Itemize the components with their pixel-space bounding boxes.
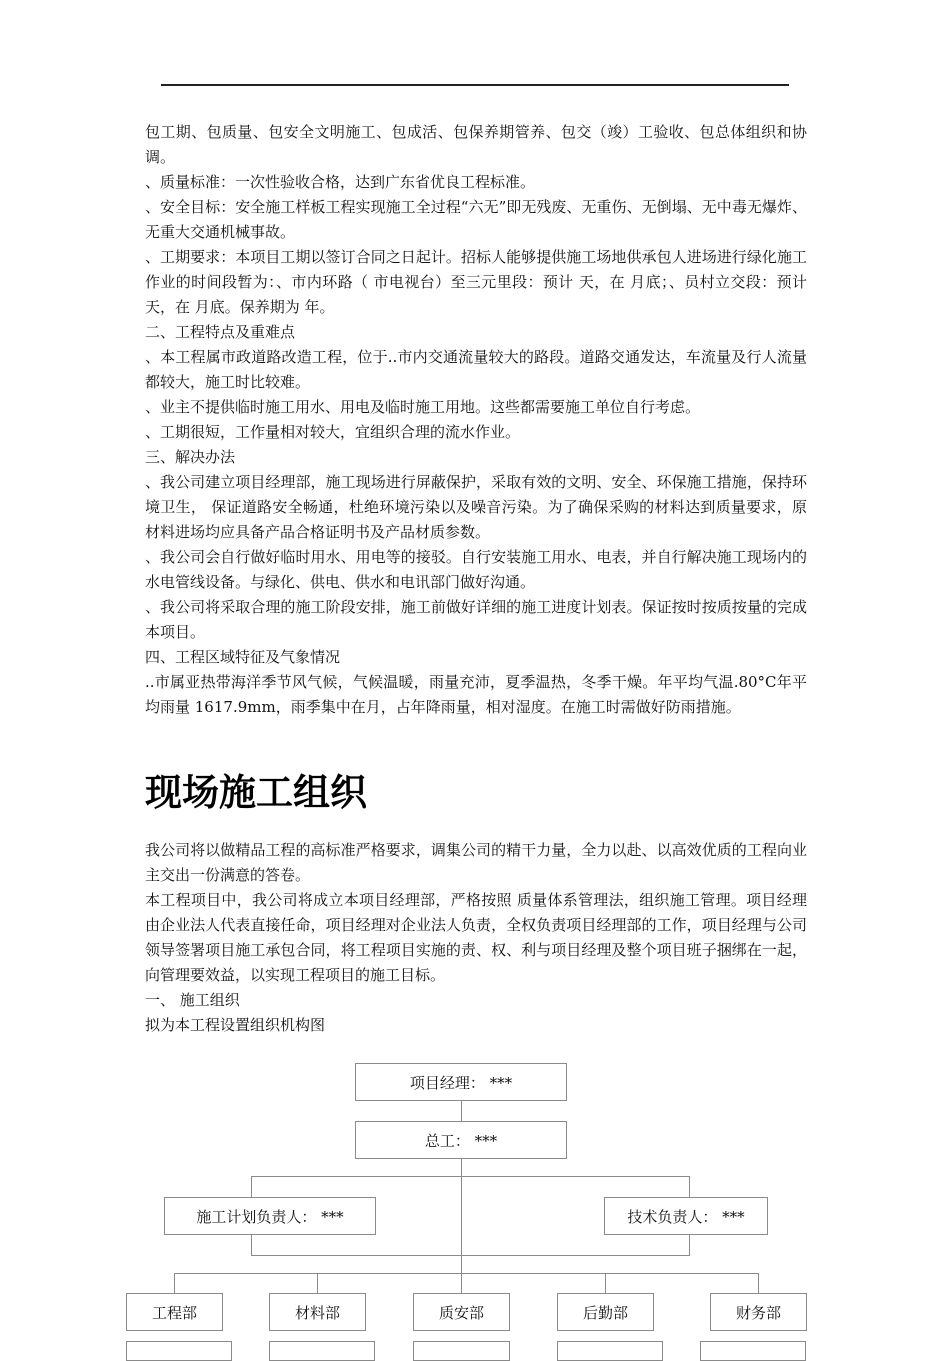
section-heading: 二、工程特点及重难点	[145, 323, 296, 341]
paragraph: 、工期要求：本项目工期以签订合同之日起计。招标人能够提供施工场地供承包人进场进行绿化施工作业的时间段暂为：、市内环路（ 市电视台）至三元里段：预计 天，在 月底；、员村立交段：预计 天，在 月底。保养期为 年。	[145, 248, 807, 316]
org-node-partial	[269, 1341, 375, 1361]
org-node-chief-engineer: 总工： ***	[355, 1121, 567, 1159]
paragraph: 、我公司将采取合理的施工阶段安排，施工前做好详细的施工进度计划表。保证按时按质按量的完成本项目。	[145, 598, 807, 641]
connector-line	[605, 1273, 606, 1293]
section-heading: 四、工程区域特征及气象情况	[145, 648, 341, 666]
paragraph: 本工程项目中，我公司将成立本项目经理部，严格按照 质量体系管理法，组织施工管理。项目经理由企业法人代表直接任命，项目经理对企业法人负责，全权负责项目经理部的工作，项目经理与公司领导签署项目施工承包合同，将工程项目实施的责、权、利与项目经理及整个项目班子捆绑在一起，向管理要效益，以实现工程项目的施工目标。	[145, 891, 807, 984]
section-heading: 一、 施工组织	[145, 991, 240, 1009]
org-node-partial	[557, 1341, 663, 1361]
connector-line	[461, 1255, 462, 1274]
paragraph: 拟为本工程设置组织机构图	[145, 1016, 326, 1034]
connector-line	[251, 1176, 690, 1177]
connector-line	[317, 1273, 318, 1293]
paragraph: 、我公司会自行做好临时用水、用电等的接驳。自行安装施工用水、电表，并自行解决施工现场内的水电管线设备。与绿化、供电、供水和电讯部门做好沟通。	[145, 548, 807, 591]
paragraph: 我公司将以做精品工程的高标准严格要求，调集公司的精干力量，全力以赴、以高效优质的工程向业主交出一份满意的答卷。	[145, 841, 807, 884]
connector-line	[174, 1273, 759, 1274]
org-node-project-manager: 项目经理： ***	[355, 1063, 567, 1101]
paragraph: 、质量标准：一次性验收合格，达到广东省优良工程标准。	[145, 173, 536, 191]
paragraph: 、业主不提供临时施工用水、用电及临时施工用地。这些都需要施工单位自行考虑。	[145, 398, 701, 416]
section-heading: 三、解决办法	[145, 448, 236, 466]
paragraph: 、本工程属市政道路改造工程，位于..市内交通流量较大的路段。道路交通发达，车流量及行人流量都较大，施工时比较难。	[145, 348, 807, 391]
paragraph: 、我公司建立项目经理部，施工现场进行屏蔽保护，采取有效的文明、安全、环保施工措施，保持环境卫生， 保证道路安全畅通，杜绝环境污染以及噪音污染。为了确保采购的材料达到质量要求，原材料进场均应具备产品合格证明书及产品材质参数。	[145, 473, 807, 541]
org-node-partial	[700, 1341, 806, 1361]
connector-line	[461, 1101, 462, 1121]
org-node-tech-lead: 技术负责人： ***	[604, 1197, 768, 1235]
connector-line	[251, 1255, 690, 1256]
paragraph: 、工期很短，工作量相对较大，宜组织合理的流水作业。	[145, 423, 521, 441]
page-title: 现场施工组织	[145, 771, 367, 814]
org-node-logistics-dept: 后勤部	[557, 1293, 654, 1331]
connector-line	[461, 1159, 462, 1255]
org-node-engineering-dept: 工程部	[126, 1293, 223, 1331]
connector-line	[758, 1273, 759, 1293]
org-node-materials-dept: 材料部	[269, 1293, 366, 1331]
connector-line	[461, 1273, 462, 1293]
paragraph: 包工期、包质量、包安全文明施工、包成活、包保养期管养、包交（竣）工验收、包总体组织和协调。	[145, 123, 807, 166]
org-node-finance-dept: 财务部	[710, 1293, 807, 1331]
org-node-partial	[126, 1341, 232, 1361]
org-node-safety-dept: 质安部	[413, 1293, 510, 1331]
connector-line	[174, 1273, 175, 1293]
org-node-partial	[413, 1341, 510, 1361]
org-node-planning-lead: 施工计划负责人： ***	[164, 1197, 376, 1235]
paragraph: 、安全目标：安全施工样板工程实现施工全过程“六无”即无残废、无重伤、无倒塌、无中毒无爆炸、无重大交通机械事故。	[145, 198, 807, 241]
paragraph: ..市属亚热带海洋季节风气候，气候温暖，雨量充沛，夏季温热，冬季干燥。年平均气温.80°C年平均雨量 1617.9mm，雨季集中在月，占年降雨量，相对湿度。在施工时需做好防雨措施。	[145, 673, 807, 716]
